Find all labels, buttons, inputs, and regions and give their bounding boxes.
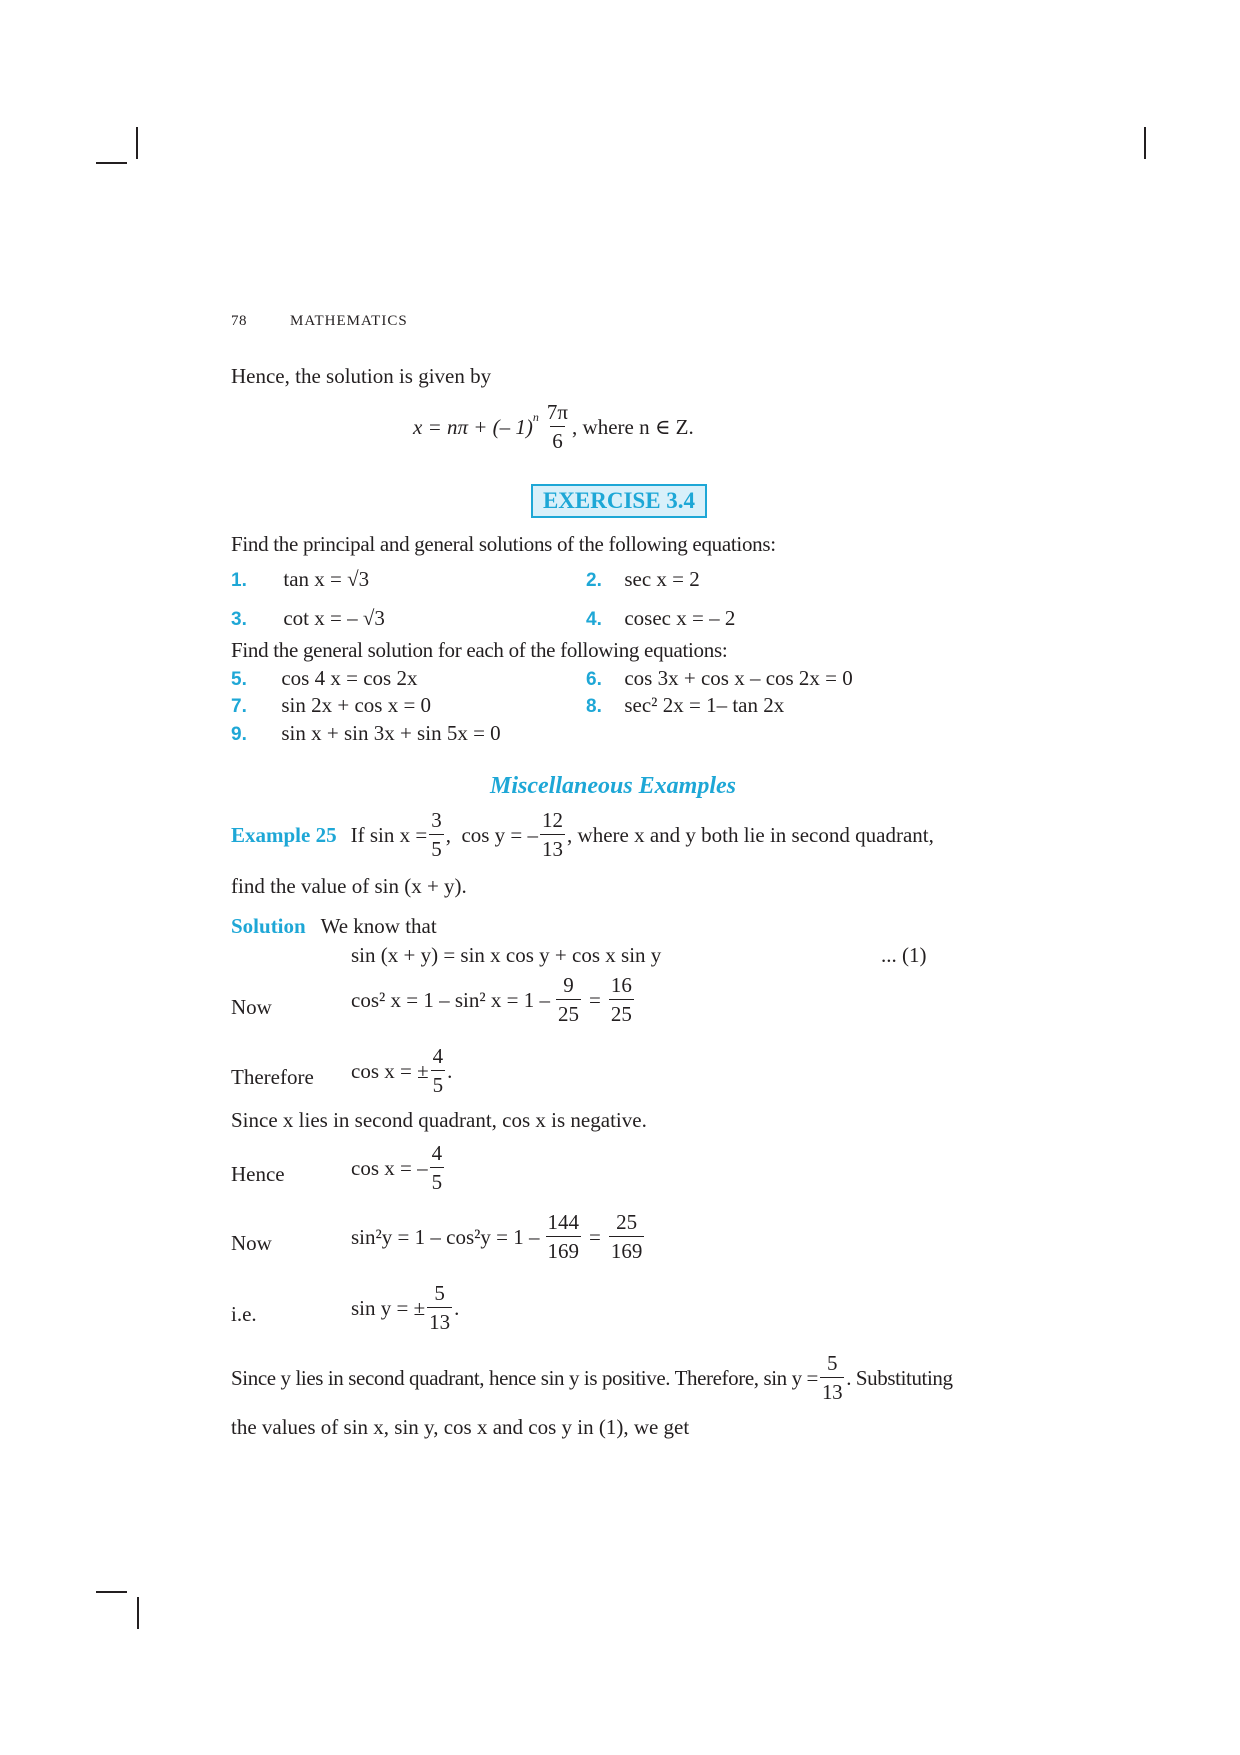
formula-exponent: n	[532, 410, 539, 424]
fraction-25-169	[609, 1212, 645, 1262]
exercise-item-2	[586, 567, 700, 592]
fraction-9-25	[556, 975, 581, 1025]
fraction-denominator: 13	[540, 834, 565, 860]
crop-mark-tl-h	[96, 162, 127, 164]
fraction-denominator: 5	[431, 1070, 446, 1096]
example-label: Example 25	[231, 822, 337, 847]
fraction-4-5	[430, 1143, 445, 1193]
fraction-numerator: 25	[616, 1210, 638, 1234]
step-label: Now	[231, 1231, 272, 1255]
fraction-12-13	[540, 810, 565, 860]
step-lhs: cos x = –	[351, 1155, 428, 1180]
general-solution-formula	[413, 402, 694, 452]
closing-line-2: the values of sin x, sin y, cos x and cos y in (1), we get	[231, 1415, 690, 1439]
step-sin-squared	[351, 1212, 646, 1262]
closing-text: Since y lies in second quadrant, hence sin y is positive. Therefore, sin y =	[231, 1365, 818, 1390]
exercise-item-1	[231, 567, 369, 592]
step-lhs: cos² x = 1 – sin² x = 1 –	[351, 987, 551, 1012]
crop-mark-tr-v	[1144, 127, 1146, 159]
exercise-item-3	[231, 606, 385, 631]
step-sin-y-pm	[351, 1283, 459, 1333]
item-expression: sec x = 2	[624, 567, 700, 591]
exercise-instruction-2: Find the general solution for each of the following equations:	[231, 638, 728, 662]
solution-intro: We know that	[320, 914, 437, 938]
item-number: 6.	[586, 669, 602, 690]
fraction-numerator: 5	[827, 1351, 838, 1375]
exercise-instruction-1: Find the principal and general solutions of the following equations:	[231, 532, 776, 556]
fraction-numerator: 9	[563, 973, 574, 997]
fraction-numerator: 3	[431, 808, 442, 832]
step-lhs: cos x = ±	[351, 1058, 429, 1083]
fraction-16-25	[609, 975, 634, 1025]
running-title: MATHEMATICS	[290, 313, 408, 329]
example-text: , where x and y both lie in second quadrant,	[567, 822, 934, 847]
formula-lhs: x = nπ + (– 1)	[413, 414, 533, 439]
fraction-5-13	[427, 1283, 452, 1333]
item-number: 3.	[231, 609, 247, 630]
item-number: 5.	[231, 669, 247, 690]
fraction-144-169	[546, 1212, 582, 1262]
step-tail: .	[447, 1058, 453, 1083]
fraction-denominator: 13	[427, 1307, 452, 1333]
item-number: 1.	[231, 570, 247, 591]
fraction-denominator: 169	[546, 1236, 582, 1262]
section-title: Miscellaneous Examples	[490, 773, 737, 799]
example-text: If sin x =	[350, 822, 428, 847]
item-expression: cos 3x + cos x – cos 2x = 0	[624, 666, 853, 690]
exercise-item-5	[231, 666, 417, 691]
intro-text: Hence, the solution is given by	[231, 364, 492, 388]
item-expression: sin x + sin 3x + sin 5x = 0	[281, 721, 501, 745]
page-number: 78	[231, 313, 247, 329]
crop-mark-bl-h	[96, 1591, 127, 1593]
example-25-line-2: find the value of sin (x + y).	[231, 874, 467, 898]
item-expression: sin 2x + cos x = 0	[281, 693, 432, 717]
item-expression: cos 4 x = cos 2x	[281, 666, 418, 690]
example-25-line-1	[231, 810, 934, 860]
item-number: 9.	[231, 724, 247, 745]
crop-mark-tl-v	[136, 127, 138, 159]
solution-heading	[231, 914, 437, 939]
step-cos-squared	[351, 975, 636, 1025]
step-label: Now	[231, 995, 272, 1019]
fraction-denominator: 5	[429, 834, 444, 860]
fraction-5-13	[820, 1353, 844, 1403]
item-number: 8.	[586, 696, 602, 717]
fraction-numerator: 5	[434, 1281, 445, 1305]
fraction-denominator: 5	[430, 1167, 445, 1193]
item-number: 7.	[231, 696, 247, 717]
since-x-text: Since x lies in second quadrant, cos x is negative.	[231, 1108, 647, 1132]
fraction-numerator: 144	[547, 1210, 580, 1234]
fraction-numerator: 4	[432, 1044, 444, 1068]
exercise-item-6	[586, 666, 853, 691]
exercise-item-7	[231, 693, 431, 718]
solution-label: Solution	[231, 914, 306, 938]
step-equals: =	[589, 1224, 601, 1249]
exercise-title	[531, 484, 707, 518]
identity-equation: sin (x + y) = sin x cos y + cos x sin y	[351, 943, 662, 967]
crop-mark-bl-v	[137, 1597, 139, 1629]
exercise-item-8	[586, 693, 784, 718]
example-text: , cos y = –	[445, 822, 539, 847]
fraction-denominator: 13	[820, 1377, 844, 1403]
formula-fraction	[545, 402, 570, 452]
fraction-denominator: 6	[550, 426, 565, 452]
exercise-title-text: EXERCISE 3.4	[542, 488, 696, 513]
fraction-4-5	[431, 1046, 446, 1096]
item-number: 4.	[586, 609, 602, 630]
step-cos-x-pm	[351, 1046, 452, 1096]
fraction-denominator: 25	[556, 999, 581, 1025]
item-expression: tan x = √3	[283, 567, 370, 591]
fraction-denominator: 169	[609, 1236, 645, 1262]
formula-tail: , where n ∈ Z.	[572, 414, 694, 439]
step-tail: .	[454, 1295, 460, 1320]
step-label: Therefore	[231, 1065, 314, 1089]
exercise-item-9	[231, 721, 501, 746]
step-label: i.e.	[231, 1302, 257, 1326]
item-expression: sec² 2x = 1– tan 2x	[624, 693, 785, 717]
step-lhs: sin y = ±	[351, 1295, 426, 1320]
step-label: Hence	[231, 1162, 285, 1186]
step-equals: =	[589, 987, 601, 1012]
exercise-item-4	[586, 606, 735, 631]
item-expression: cot x = – √3	[283, 606, 385, 630]
closing-line-1	[231, 1353, 953, 1403]
step-lhs: sin²y = 1 – cos²y = 1 –	[351, 1224, 540, 1249]
item-number: 2.	[586, 570, 602, 591]
fraction-denominator: 25	[609, 999, 634, 1025]
closing-text: . Substituting	[846, 1365, 953, 1390]
fraction-numerator: 7π	[546, 400, 569, 424]
fraction-numerator: 16	[610, 973, 632, 997]
fraction-numerator: 4	[431, 1141, 443, 1165]
fraction-numerator: 12	[542, 808, 564, 832]
step-cos-x-neg	[351, 1143, 446, 1193]
item-expression: cosec x = – 2	[624, 606, 736, 630]
equation-tag: ... (1)	[881, 943, 927, 967]
fraction-3-5	[429, 810, 444, 860]
